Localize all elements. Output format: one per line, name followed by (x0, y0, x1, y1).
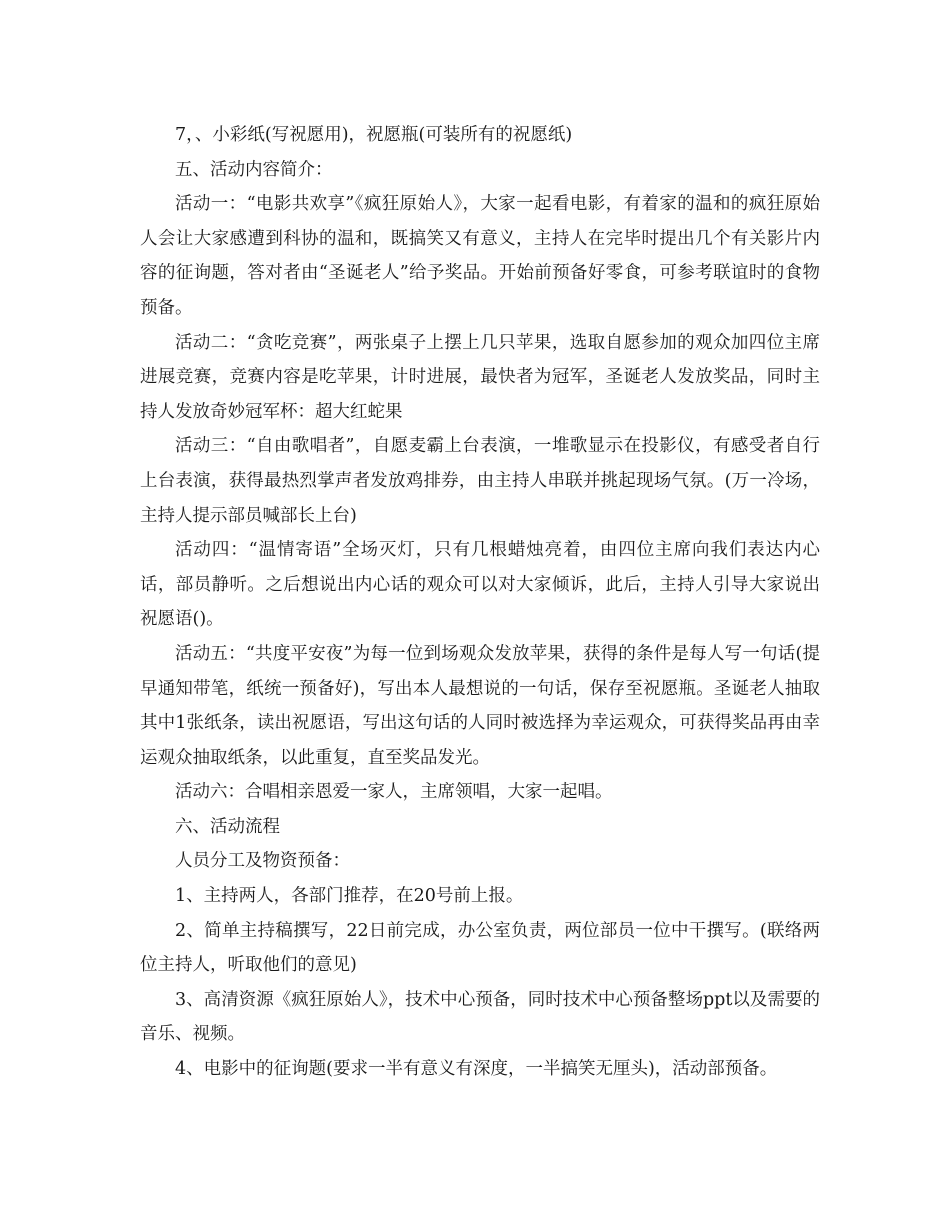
list-item-movie-questions: 4、电影中的征询题(要求一半有意义有深度，一半搞笑无厘头)，活动部预备。 (175, 1059, 778, 1080)
list-item-hosts: 1、主持两人，各部门推荐，在20号前上报。 (175, 886, 524, 907)
list-item-movie-resources: 3、高清资源《疯狂原始人》，技术中心预备，同时技术中心预备整场ppt以及需要的音乐、视频。 (140, 989, 820, 1045)
paragraph-activity-two: 活动二：“贪吃竞赛”，两张桌子上摆上几只苹果，选取自愿参加的观众加四位主席进展竞赛，竞赛内容是吃苹果，计时进展，最快者为冠军，圣诞老人发放奖品，同时主持人发放奇妙冠军杯：超大红蛇果 (140, 332, 820, 422)
paragraph-activity-six: 活动六：合唱相亲恩爱一家人，主席领唱，大家一起唱。 (175, 782, 613, 803)
paragraph-activity-four: 活动四：“温情寄语”全场灭灯，只有几根蜡烛亮着，由四位主席向我们表达内心话，部员静听。之后想说出内心话的观众可以对大家倾诉，此后，主持人引导大家说出祝愿语()。 (140, 540, 820, 630)
paragraph-activity-five: 活动五：“共度平安夜”为每一位到场观众发放苹果，获得的条件是每人写一句话(提早通知带笔，纸统一预备好)，写出本人最想说的一句话，保存至祝愿瓶。圣诞老人抽取其中1张纸条，读出祝愿语，写出这句话的人同时被选择为幸运观众，可获得奖品再由幸运观众抽取纸条，以此重复，直至奖品发光。 (140, 643, 820, 768)
paragraph-activity-one: 活动一：“电影共欢享”《疯狂原始人》，大家一起看电影，有着家的温和的疯狂原始人会让大家感遭到科协的温和，既搞笑又有意义，主持人在完毕时提出几个有关影片内容的征询题，答对者由“圣诞老人”给予奖品。开始前预备好零食，可参考联谊时的食物预备。 (140, 194, 820, 318)
subheading-staffing-supplies: 人员分工及物资预备： (175, 851, 350, 872)
document-body (140, 118, 820, 1087)
paragraph-activity-three: 活动三：“自由歌唱者”，自愿麦霸上台表演，一堆歌显示在投影仪，有感受者自行上台表演，获得最热烈掌声者发放鸡排券，由主持人串联并挑起现场气氛。(万一冷场，主持人提示部员喊部长上台) (140, 436, 820, 526)
list-item-host-script: 2、简单主持稿撰写，22日前完成，办公室负责，两位部员一位中干撰写。(联络两位主持人，听取他们的意见) (140, 920, 820, 976)
section-heading-activity-flow: 六、活动流程 (175, 816, 280, 837)
section-heading-activity-content: 五、活动内容简介： (175, 159, 333, 180)
list-item-colored-paper: 7，、小彩纸(写祝愿用)，祝愿瓶(可装所有的祝愿纸) (175, 125, 573, 145)
